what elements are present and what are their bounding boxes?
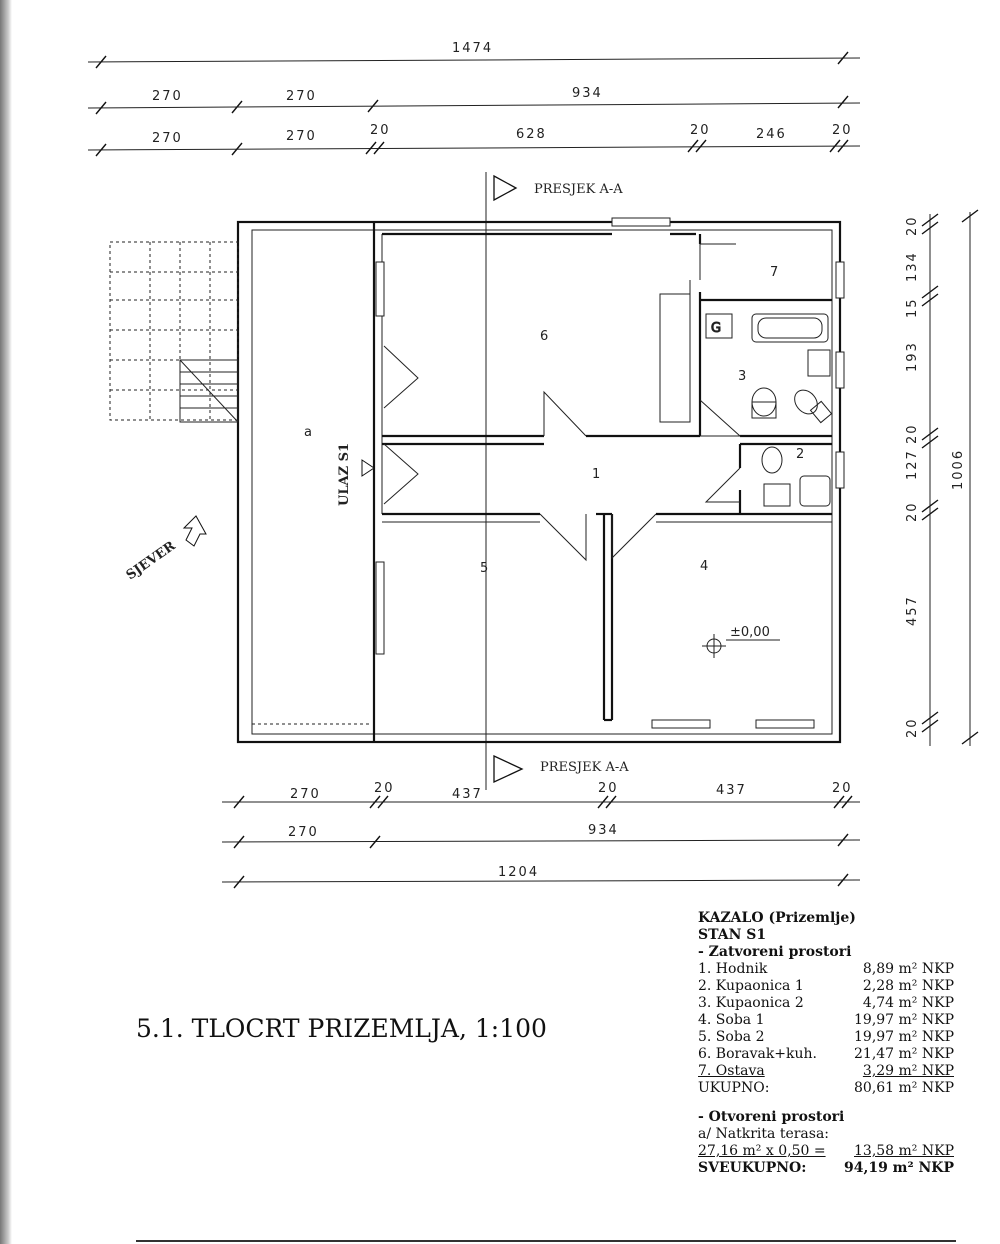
dim-right-7: 457 bbox=[905, 595, 920, 626]
dim-top-r1-1: 270 bbox=[286, 89, 317, 104]
entrance-label: ULAZ S1 bbox=[337, 442, 352, 506]
dim-top-r2-2: 20 bbox=[370, 123, 391, 138]
legend-row: 7. Ostava 3,29 m² NKP bbox=[698, 1063, 954, 1079]
legend bbox=[698, 910, 954, 1177]
legend-row: 6. Boravak+kuh. 21,47 m² NKP bbox=[698, 1046, 954, 1062]
north-indicator bbox=[124, 516, 206, 583]
north-label: SJEVER bbox=[123, 538, 179, 584]
dim-right-2: 15 bbox=[905, 297, 920, 318]
dim-right-4: 20 bbox=[905, 423, 920, 444]
dim-bot-total: 1204 bbox=[498, 865, 540, 880]
dim-top-total: 1474 bbox=[452, 41, 494, 56]
legend-closed-header: - Zatvoreni prostori bbox=[698, 944, 852, 960]
dim-right-6: 20 bbox=[905, 501, 920, 522]
dim-bot-r1-5: 20 bbox=[832, 781, 853, 796]
dim-bot-r1-2: 437 bbox=[452, 787, 483, 802]
entrance bbox=[337, 443, 374, 506]
dim-bot-r1-4: 437 bbox=[716, 783, 747, 798]
dim-right-8: 20 bbox=[905, 717, 920, 738]
legend-grand-total: SVEUKUPNO: 94,19 m² NKP bbox=[698, 1160, 954, 1176]
dim-bot-r2-1: 934 bbox=[588, 823, 619, 838]
dim-bot-r1-3: 20 bbox=[598, 781, 619, 796]
section-marker-top bbox=[486, 172, 623, 210]
dim-right-3: 193 bbox=[905, 341, 920, 372]
right-dimensions bbox=[905, 210, 978, 746]
bottom-dimensions bbox=[222, 781, 860, 888]
level-value: ±0,00 bbox=[730, 625, 770, 640]
dim-top-r2-1: 270 bbox=[286, 129, 317, 144]
top-dimensions bbox=[88, 41, 860, 156]
dim-right-0: 20 bbox=[905, 215, 920, 236]
dim-top-r2-5: 246 bbox=[756, 127, 787, 142]
sheet-title: 5.1. TLOCRT PRIZEMLJA, 1:100 bbox=[136, 1014, 547, 1043]
terrace-label: a bbox=[304, 425, 312, 440]
section-label-top: PRESJEK A-A bbox=[534, 182, 623, 197]
room-label-1: 1 bbox=[592, 467, 601, 482]
dim-top-r2-4: 20 bbox=[690, 123, 711, 138]
legend-open-header: - Otvoreni prostori bbox=[698, 1109, 845, 1125]
dim-right-1: 134 bbox=[905, 251, 920, 282]
stairs bbox=[110, 242, 238, 422]
legend-row: 4. Soba 1 19,97 m² NKP bbox=[698, 1012, 954, 1028]
legend-open-calc: 27,16 m² x 0,50 = 13,58 m² NKP bbox=[698, 1143, 954, 1159]
doors bbox=[384, 244, 740, 560]
north-arrow-icon bbox=[184, 516, 206, 546]
svg-text:G: G bbox=[711, 321, 722, 336]
dim-bot-r1-1: 20 bbox=[374, 781, 395, 796]
legend-row: 2. Kupaonica 1 2,28 m² NKP bbox=[698, 978, 954, 994]
dim-top-r2-0: 270 bbox=[152, 131, 183, 146]
legend-title: KAZALO (Prizemlje) bbox=[698, 910, 856, 926]
room-label-6: 6 bbox=[540, 329, 549, 344]
dim-right-5: 127 bbox=[905, 449, 920, 480]
dim-bot-r2-0: 270 bbox=[288, 825, 319, 840]
legend-open-item: a/ Natkrita terasa: bbox=[698, 1126, 830, 1142]
room-label-2: 2 bbox=[796, 447, 805, 462]
legend-row: 3. Kupaonica 2 4,74 m² NKP bbox=[698, 995, 954, 1011]
legend-total: UKUPNO: 80,61 m² NKP bbox=[698, 1080, 954, 1096]
dim-bot-r1-0: 270 bbox=[290, 787, 321, 802]
room-label-5: 5 bbox=[480, 561, 489, 576]
room-label-7: 7 bbox=[770, 265, 779, 280]
room-label-3: 3 bbox=[738, 369, 747, 384]
dim-right-total: 1006 bbox=[951, 448, 966, 490]
legend-unit: STAN S1 bbox=[698, 927, 767, 943]
section-label-bottom: PRESJEK A-A bbox=[540, 760, 629, 775]
dim-top-r2-3: 628 bbox=[516, 127, 547, 142]
legend-row: 1. Hodnik 8,89 m² NKP bbox=[698, 961, 954, 977]
sheet-bottom-rule bbox=[136, 1240, 956, 1242]
dim-top-r2-6: 20 bbox=[832, 123, 853, 138]
building-walls bbox=[238, 222, 840, 742]
dim-top-r1-2: 934 bbox=[572, 86, 603, 101]
dim-top-r1-0: 270 bbox=[152, 89, 183, 104]
room-label-4: 4 bbox=[700, 559, 709, 574]
level-marker bbox=[702, 625, 780, 658]
sanitary-fixtures bbox=[706, 314, 832, 506]
legend-row: 5. Soba 2 19,97 m² NKP bbox=[698, 1029, 954, 1045]
